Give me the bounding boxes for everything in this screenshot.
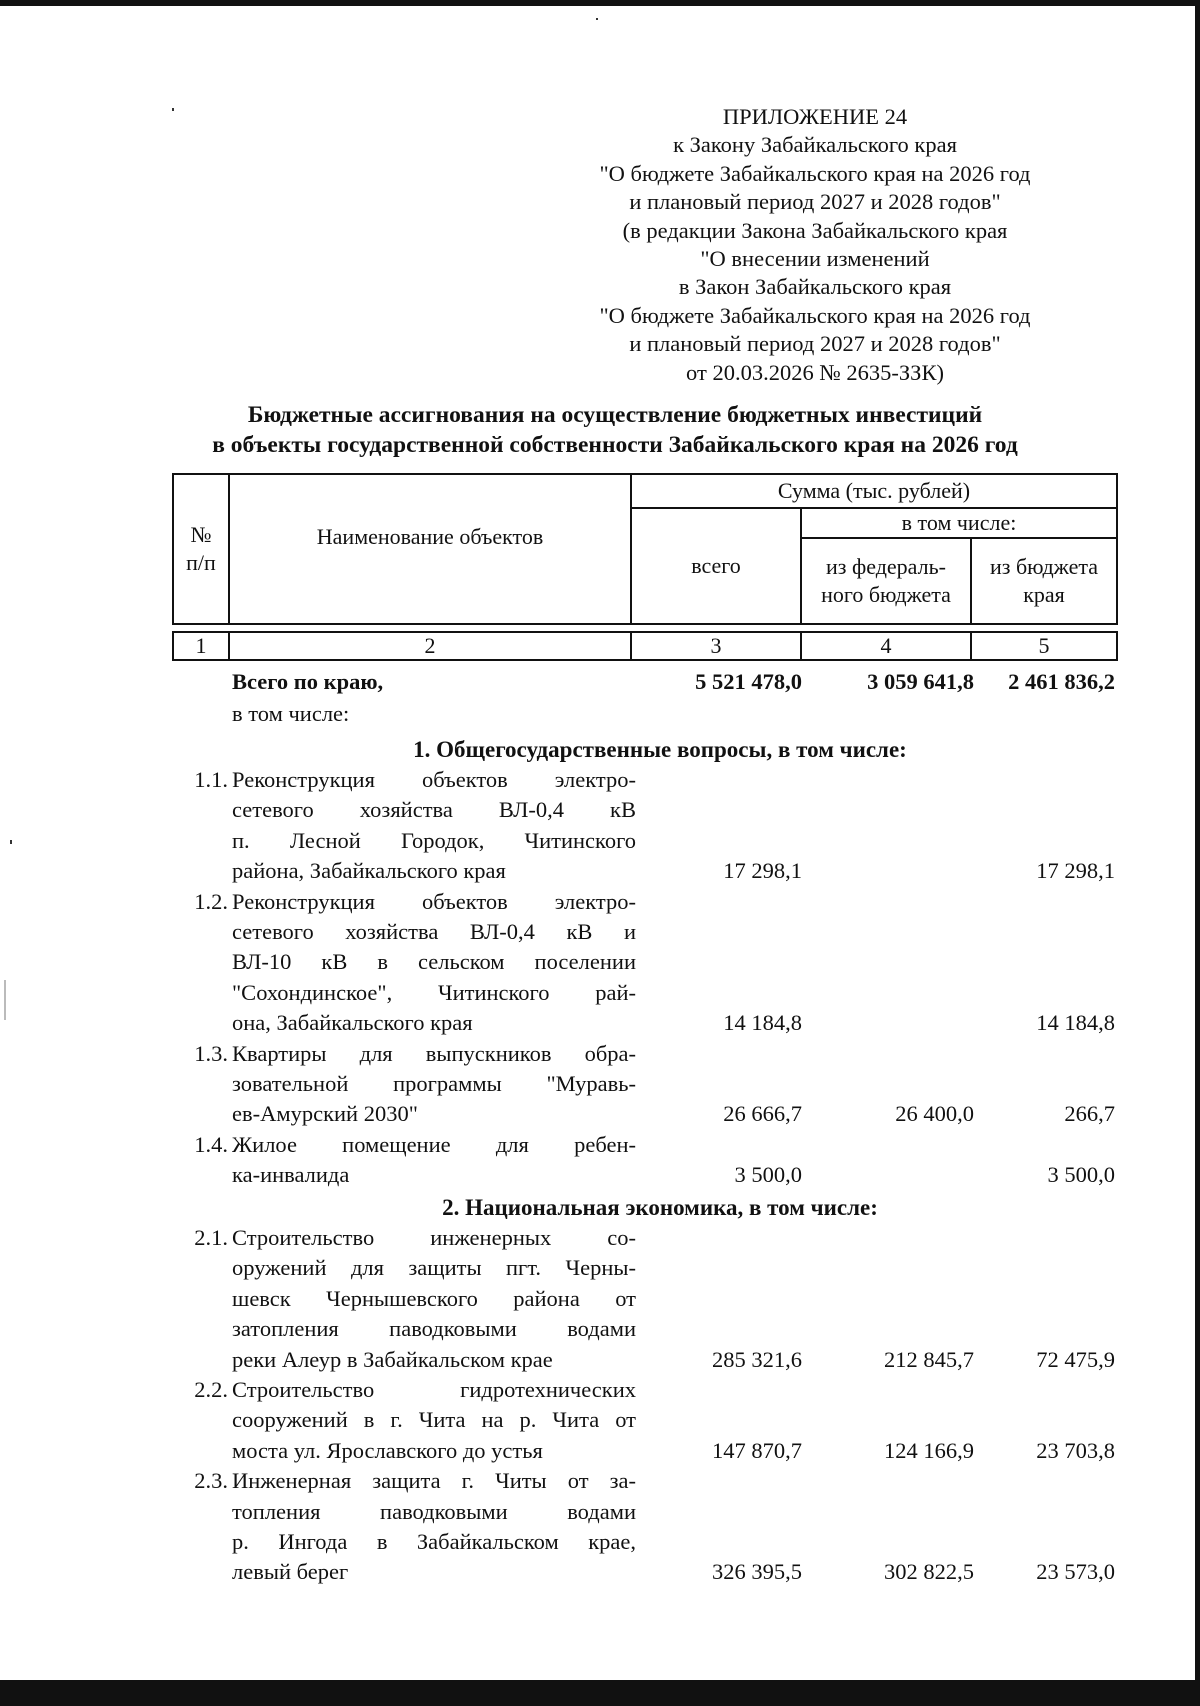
item-code: 2.1.	[194, 1225, 228, 1250]
item-regional: 72 475,9	[1036, 1346, 1115, 1372]
column-number: 4	[801, 632, 971, 660]
item-name-line: оружений для защиты пгт. Черны-	[232, 1255, 636, 1281]
item-name	[232, 1466, 636, 1588]
item-name-line: моста ул. Ярославского до устья	[232, 1437, 543, 1463]
header-col-regional-line: края	[1023, 582, 1065, 607]
item-federal: 124 166,9	[884, 1437, 974, 1463]
title-line: Бюджетные ассигнования на осуществление бюджетных инвестиций	[247, 402, 983, 428]
item-name	[232, 1039, 636, 1130]
item-name-line: сетевого хозяйства ВЛ-0,4 кВ и	[232, 919, 636, 944]
scan-speck	[596, 18, 598, 20]
item-name-line: она, Забайкальского края	[232, 1010, 473, 1036]
item-regional: 266,7	[1064, 1101, 1115, 1127]
item-total: 26 666,7	[723, 1101, 802, 1127]
header-gap	[173, 624, 1117, 632]
header-col-federal	[801, 538, 971, 624]
item-regional: 3 500,0	[1047, 1162, 1115, 1188]
totals-federal: 3 059 641,8	[867, 669, 974, 694]
header-col-regional	[971, 538, 1117, 624]
scan-speck	[4, 980, 6, 1020]
item-total: 14 184,8	[723, 1010, 802, 1036]
scan-speck	[10, 840, 12, 844]
item-regional: 23 703,8	[1036, 1437, 1115, 1463]
appendix-line: и плановый период 2027 и 2028 годов"	[629, 331, 1001, 357]
item-federal: 26 400,0	[895, 1101, 974, 1127]
item-name-line: ВЛ-10 кВ в сельском поселении	[232, 949, 636, 975]
item-name-line: Строительство инженерных со-	[232, 1225, 636, 1250]
item-code: 1.2.	[194, 888, 228, 914]
item-name	[232, 1223, 636, 1375]
item-code: 1.3.	[194, 1040, 228, 1066]
header-col-total: всего	[631, 508, 801, 624]
item-code: 1.1.	[194, 767, 228, 792]
totals-label: Всего по краю,	[232, 669, 384, 694]
item-name	[232, 1375, 636, 1466]
item-total: 326 395,5	[712, 1559, 802, 1585]
item-name-line: Жилое помещение для ребен-	[232, 1131, 636, 1157]
item-name	[232, 765, 636, 887]
column-number: 1	[173, 632, 229, 660]
item-name-line: Инженерная защита г. Читы от за-	[232, 1468, 636, 1494]
item-name-line: Реконструкция объектов электро-	[232, 767, 636, 792]
appendix-line: (в редакции Закона Забайкальского края	[622, 217, 1008, 243]
item-name-line: ка-инвалида	[232, 1162, 350, 1188]
appendix-line: "О бюджете Забайкальского края на 2026 год	[599, 160, 1031, 186]
item-code: 2.2.	[194, 1377, 228, 1402]
header-col-name-text: Наименование объектов	[316, 524, 544, 549]
item-name-line: п. Лесной Городок, Читинского	[232, 827, 636, 853]
scan-speck	[172, 108, 174, 111]
appendix-header	[560, 103, 1070, 387]
column-number: 2	[229, 632, 631, 660]
item-regional: 17 298,1	[1036, 858, 1115, 884]
item-name	[232, 887, 636, 1039]
header-col-federal-line: из федераль-	[826, 554, 946, 579]
item-name-line: Квартиры для выпускников обра-	[232, 1040, 636, 1066]
item-name	[232, 1130, 636, 1191]
scan-border-right	[1195, 0, 1200, 1706]
appendix-line: "О бюджете Забайкальского края на 2026 год	[599, 302, 1031, 328]
item-regional: 14 184,8	[1036, 1010, 1115, 1036]
item-name-line: сооружений в г. Чита на р. Чита от	[232, 1407, 636, 1433]
header-col-number-line: №	[190, 522, 212, 547]
item-name-line: топления паводковыми водами	[232, 1498, 636, 1524]
item-code: 2.3.	[194, 1468, 228, 1494]
header-incl: в том числе:	[801, 508, 1117, 538]
header-col-federal-line: ного бюджета	[821, 582, 951, 607]
header-col-regional-line: из бюджета	[990, 554, 1098, 579]
item-name-line: сетевого хозяйства ВЛ-0,4 кВ	[232, 797, 636, 823]
appendix-line: в Закон Забайкальского края	[678, 274, 952, 300]
appendix-line: к Закону Забайкальского края	[673, 132, 957, 158]
item-name-line: левый берег	[232, 1559, 349, 1585]
item-name-line: затопления паводковыми водами	[232, 1316, 636, 1342]
item-name-line: зовательной программы "Муравь-	[232, 1071, 636, 1096]
item-federal: 302 822,5	[884, 1559, 974, 1585]
item-regional: 23 573,0	[1036, 1559, 1115, 1585]
column-number: 3	[631, 632, 801, 660]
item-name-line: "Сохондинское", Читинского рай-	[232, 979, 636, 1005]
section-title: 2. Национальная экономика, в том числе:	[442, 1195, 878, 1220]
header-sum-group: Сумма (тыс. рублей)	[631, 474, 1117, 508]
totals-incl: в том числе:	[232, 701, 350, 726]
header-col-number	[173, 474, 229, 624]
item-total: 147 870,7	[712, 1437, 802, 1463]
item-name-line: р. Ингода в Забайкальском крае,	[232, 1529, 636, 1554]
appendix-line: "О внесении изменений	[700, 246, 930, 272]
item-name-line: района, Забайкальского края	[232, 858, 506, 884]
totals-total: 5 521 478,0	[695, 669, 802, 694]
item-total: 17 298,1	[723, 858, 802, 884]
appendix-line: от 20.03.2026 № 2635-ЗЗК)	[686, 359, 944, 385]
item-total: 285 321,6	[712, 1346, 802, 1372]
document-title	[150, 400, 1080, 460]
appendix-line: и плановый период 2027 и 2028 годов"	[629, 189, 1001, 215]
header-col-number-line: п/п	[186, 550, 216, 575]
title-line: в объекты государственной собственности Забайкальского края на 2026 год	[212, 432, 1018, 458]
item-federal: 212 845,7	[884, 1346, 974, 1372]
item-name-line: реки Алеур в Забайкальском крае	[232, 1346, 553, 1372]
totals-regional: 2 461 836,2	[1008, 669, 1115, 694]
item-total: 3 500,0	[734, 1162, 802, 1188]
item-name-line: ев-Амурский 2030"	[232, 1101, 418, 1127]
budget-table-header	[172, 473, 1118, 661]
scan-border-top	[0, 0, 1200, 6]
item-name-line: шевск Чернышевского района от	[232, 1285, 636, 1311]
scan-border-bottom	[0, 1680, 1200, 1706]
item-code: 1.4.	[194, 1131, 228, 1157]
item-name-line: Строительство гидротехнических	[232, 1377, 636, 1402]
header-col-name	[229, 474, 631, 624]
appendix-line: ПРИЛОЖЕНИЕ 24	[722, 104, 908, 129]
section-title: 1. Общегосударственные вопросы, в том числе:	[413, 737, 907, 762]
column-number: 5	[971, 632, 1117, 660]
item-name-line: Реконструкция объектов электро-	[232, 888, 636, 914]
